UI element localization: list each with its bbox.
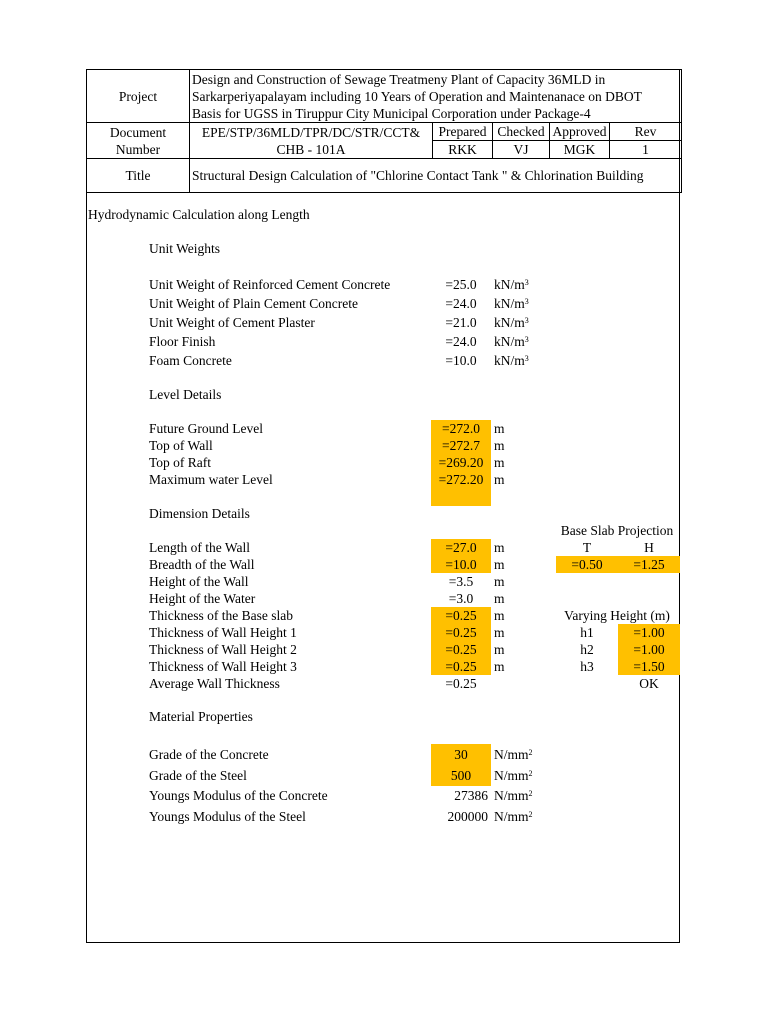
material-row-unit — [494, 767, 533, 784]
unit-sup: 3 — [524, 354, 529, 363]
dimension-row-unit: m — [494, 642, 505, 657]
dimension-row-unit: m — [494, 591, 505, 606]
dimension-row-unit: m — [494, 659, 505, 674]
level-row-value: =269.20 — [438, 455, 484, 470]
unit-weight-row-value: =25.0 — [445, 277, 477, 292]
header-table — [86, 69, 682, 193]
rev-label: Rev — [610, 123, 682, 141]
project-description — [190, 70, 682, 123]
dimension-row-unit: m — [494, 625, 505, 640]
projection-t-label: T — [582, 540, 592, 555]
unit-weight-row-label: Unit Weight of Reinforced Cement Concrete — [149, 277, 391, 292]
unit-weight-row-unit — [494, 314, 529, 331]
level-row-value: =272.7 — [442, 438, 480, 453]
varying-height-value: =1.00 — [633, 642, 665, 657]
calculation-heading: Hydrodynamic Calculation along Length — [88, 207, 310, 222]
dimension-row-value: =10.0 — [445, 557, 477, 572]
unit-weight-row-unit — [494, 295, 529, 312]
document-number-label — [87, 123, 190, 159]
unit-text: kN/m — [494, 353, 525, 368]
unit-text: kN/m — [494, 296, 525, 311]
unit-text: kN/m — [494, 315, 525, 330]
material-row-unit — [494, 746, 533, 763]
material-properties-heading: Material Properties — [149, 709, 253, 724]
level-row-value: =272.20 — [438, 472, 484, 487]
unit-weight-row-label: Unit Weight of Plain Cement Concrete — [149, 296, 358, 311]
document-label-line: Number — [115, 141, 161, 157]
unit-text: N/mm — [494, 747, 529, 762]
level-row-label: Top of Wall — [149, 438, 213, 453]
unit-weight-row-value: =24.0 — [445, 334, 477, 349]
material-row-label: Grade of the Concrete — [149, 747, 269, 762]
dimension-row-value: =0.25 — [445, 676, 477, 691]
project-label: Project — [87, 70, 190, 123]
dimension-row-label: Height of the Water — [149, 591, 256, 606]
projection-h-label: H — [644, 540, 654, 555]
dimension-row-unit: m — [494, 557, 505, 572]
unit-text: N/mm — [494, 809, 529, 824]
document-number-line: CHB - 101A — [276, 141, 346, 157]
prepared-label: Prepared — [433, 123, 493, 141]
dimension-row-value: =27.0 — [445, 540, 477, 555]
dimension-row-value: =0.25 — [445, 608, 477, 623]
prepared-value: RKK — [433, 141, 493, 159]
varying-height-value: =1.50 — [633, 659, 665, 674]
material-row-value: 30 — [454, 747, 468, 762]
material-row-label: Youngs Modulus of the Concrete — [149, 788, 328, 803]
material-row-label: Youngs Modulus of the Steel — [149, 809, 306, 824]
unit-sup: 3 — [524, 278, 529, 287]
unit-sup: 2 — [528, 769, 533, 778]
unit-weight-row-value: =21.0 — [445, 315, 477, 330]
dimension-row-label: Height of the Wall — [149, 574, 249, 589]
unit-sup: 3 — [524, 316, 529, 325]
approved-value: MGK — [550, 141, 610, 159]
title-value: Structural Design Calculation of "Chlorine Contact Tank " & Chlorination Building — [190, 159, 682, 193]
level-row-value: =272.0 — [442, 421, 480, 436]
dimension-details-heading: Dimension Details — [149, 506, 250, 521]
varying-height-label: h3 — [580, 659, 594, 674]
unit-sup: 3 — [524, 335, 529, 344]
material-row-label: Grade of the Steel — [149, 768, 247, 783]
dimension-row-value: =0.25 — [445, 625, 477, 640]
unit-weights-heading: Unit Weights — [149, 241, 221, 256]
level-row-unit: m — [494, 421, 505, 436]
dimension-row-unit: m — [494, 540, 505, 555]
unit-weight-row-unit — [494, 276, 529, 293]
unit-text: N/mm — [494, 788, 529, 803]
project-line: Sarkarperiyapalayam including 10 Years of Operation and Maintenanace on DBOT — [192, 88, 642, 104]
approved-label: Approved — [550, 123, 610, 141]
material-row-value: 27386 — [454, 788, 488, 803]
checked-label: Checked — [493, 123, 550, 141]
material-row-value: 500 — [450, 768, 472, 783]
dimension-row-label: Average Wall Thickness — [149, 676, 280, 691]
level-details-heading: Level Details — [149, 387, 222, 402]
base-slab-projection-heading: Base Slab Projection — [560, 523, 674, 538]
level-row-unit: m — [494, 438, 505, 453]
varying-height-label: h2 — [580, 642, 594, 657]
unit-sup: 3 — [524, 297, 529, 306]
varying-height-value: =1.00 — [633, 625, 665, 640]
level-row-label: Top of Raft — [149, 455, 212, 470]
dimension-row-value: =3.5 — [448, 574, 474, 589]
projection-t-value: =0.50 — [571, 557, 603, 572]
project-line: Design and Construction of Sewage Treatmeny Plant of Capacity 36MLD in — [192, 71, 606, 87]
unit-weight-row-value: =10.0 — [445, 353, 477, 368]
projection-h-value: =1.25 — [633, 557, 665, 572]
document-label-line: Document — [109, 124, 167, 140]
material-row-unit — [494, 787, 533, 804]
unit-sup: 2 — [528, 810, 533, 819]
dimension-row-label: Breadth of the Wall — [149, 557, 255, 572]
varying-height-status: OK — [639, 676, 659, 691]
unit-weight-row-label: Foam Concrete — [149, 353, 232, 368]
level-row-label: Maximum water Level — [149, 472, 273, 487]
unit-weight-row-value: =24.0 — [445, 296, 477, 311]
document-number-value — [190, 123, 433, 159]
rev-value: 1 — [610, 141, 682, 159]
dimension-row-value: =0.25 — [445, 642, 477, 657]
document-number-line: EPE/STP/36MLD/TPR/DC/STR/CCT& — [201, 124, 421, 140]
dimension-row-label: Thickness of Wall Height 2 — [149, 642, 297, 657]
unit-text: kN/m — [494, 334, 525, 349]
dimension-row-value: =0.25 — [445, 659, 477, 674]
unit-text: kN/m — [494, 277, 525, 292]
checked-value: VJ — [493, 141, 550, 159]
level-row-unit: m — [494, 472, 505, 487]
title-label: Title — [87, 159, 190, 193]
unit-weight-row-label: Floor Finish — [149, 334, 216, 349]
dimension-row-value: =3.0 — [448, 591, 474, 606]
unit-sup: 2 — [528, 748, 533, 757]
level-row-unit: m — [494, 455, 505, 470]
material-row-value: 200000 — [447, 809, 488, 824]
unit-weight-row-label: Unit Weight of Cement Plaster — [149, 315, 315, 330]
level-row-label: Future Ground Level — [149, 421, 263, 436]
dimension-row-unit: m — [494, 574, 505, 589]
unit-weight-row-unit — [494, 352, 529, 369]
varying-height-heading: Varying Height (m) — [564, 608, 670, 623]
dimension-row-unit: m — [494, 608, 505, 623]
unit-weight-row-unit — [494, 333, 529, 350]
project-line: Basis for UGSS in Tiruppur City Municipal Corporation under Package-4 — [192, 105, 591, 121]
varying-height-label: h1 — [580, 625, 594, 640]
material-row-unit — [494, 808, 533, 825]
dimension-row-label: Thickness of the Base slab — [149, 608, 293, 623]
dimension-row-label: Thickness of Wall Height 3 — [149, 659, 297, 674]
dimension-row-label: Length of the Wall — [149, 540, 251, 555]
unit-text: N/mm — [494, 768, 529, 783]
dimension-row-label: Thickness of Wall Height 1 — [149, 625, 297, 640]
unit-sup: 2 — [528, 789, 533, 798]
